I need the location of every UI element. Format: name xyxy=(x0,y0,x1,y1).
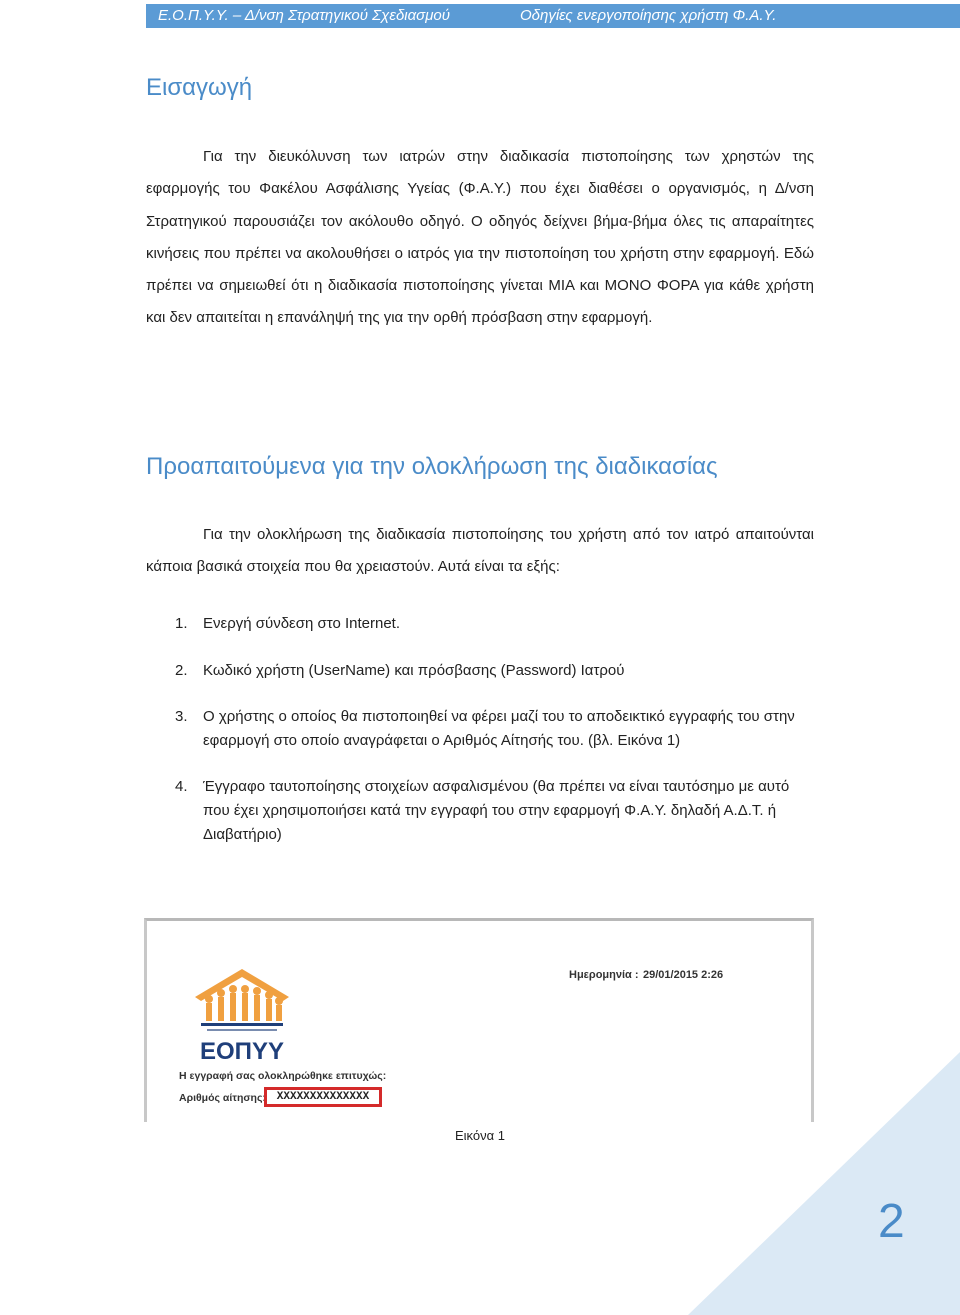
header-title: Οδηγίες ενεργοποίησης χρήστη Φ.Α.Υ. xyxy=(520,7,777,24)
logo-text: ΕΟΠΥΥ xyxy=(199,1038,285,1063)
intro-heading: Εισαγωγή xyxy=(146,74,253,101)
list-item-number: 4. xyxy=(175,778,188,795)
intro-paragraph: Για την διευκόλυνση των ιατρών στην διαδικασία πιστοποίησης των χρηστών της εφαρμογής του Φακέλου Ασφάλισης Υγείας (Φ.Α.Υ.) που έχει διαθέσει ο οργανισμός, η Δ/νση Στρατηγικού παρουσιάζει τον ακόλουθο οδηγό. Ο οδηγός δείχνει βήμα-βήμα όλες τις απαραίτητες κινήσεις που πρέπει να ακολουθήσει ο ιατρός για την πιστοποίηση του χρήστη στην εφαρμογή. Εδώ πρέπει να σημειωθεί ότι η διαδικασία πιστοποίησης γίνεται ΜΙΑ και ΜΟΝΟ ΦΟΡΑ για κάθε χρήστη και δεν απαιτείται η επανάληψή της για την ορθή πρόσβαση στην εφαρμογή. xyxy=(146,148,814,327)
figure-appno-value: XXXXXXXXXXXXXX xyxy=(264,1087,382,1107)
figure-caption: Εικόνα 1 xyxy=(455,1128,505,1143)
figure-date-label: Ημερομηνία : xyxy=(569,969,639,981)
list-item-text: Ενεργή σύνδεση στο Internet. xyxy=(203,615,401,632)
list-item-number: 1. xyxy=(175,615,188,632)
header-org: Ε.Ο.Π.Υ.Υ. – Δ/νση Στρατηγικού Σχεδιασμού xyxy=(158,7,451,24)
page-header xyxy=(146,4,960,28)
prereq-heading: Προαπαιτούμενα για την ολοκλήρωση της διαδικασίας xyxy=(146,453,718,480)
list-item-text: Έγγραφο ταυτοποίησης στοιχείων ασφαλισμένου (θα πρέπει να είναι ταυτόσημο με αυτό που έχει χρησιμοποιήσει κατά την εγγραφή του στην εφαρμογή Φ.Α.Υ. δηλαδή Α.Δ.Τ. ή Διαβατήριο) xyxy=(203,778,790,843)
eopyy-logo xyxy=(187,963,297,1063)
figure-success-text: Η εγγραφή σας ολοκληρώθηκε επιτυχώς: xyxy=(179,1070,387,1082)
list-item-number: 3. xyxy=(175,708,188,725)
prereq-paragraph: Για την ολοκλήρωση της διαδικασία πιστοποίησης του χρήστη από τον ιατρό απαιτούνται κάποια βασικά στοιχεία που θα χρειαστούν. Αυτά είναι τα εξής: xyxy=(146,526,814,576)
list-item-text: Κωδικό χρήστη (UserName) και πρόσβασης (Password) Ιατρού xyxy=(203,662,625,679)
figure-date-value: 29/01/2015 2:26 xyxy=(643,969,724,981)
list-item-text: Ο χρήστης ο οποίος θα πιστοποιηθεί να φέρει μαζί του το αποδεικτικό εγγραφής του στην εφαρμογή στο οποίο αναγράφεται ο Αριθμός Αίτησής του. (βλ. Εικόνα 1) xyxy=(203,708,795,749)
list-item-number: 2. xyxy=(175,662,188,679)
page-number: 2 xyxy=(878,1195,905,1248)
figure-appno-label: Αριθμός αίτησης: xyxy=(179,1092,266,1104)
corner-decoration xyxy=(688,1052,960,1315)
